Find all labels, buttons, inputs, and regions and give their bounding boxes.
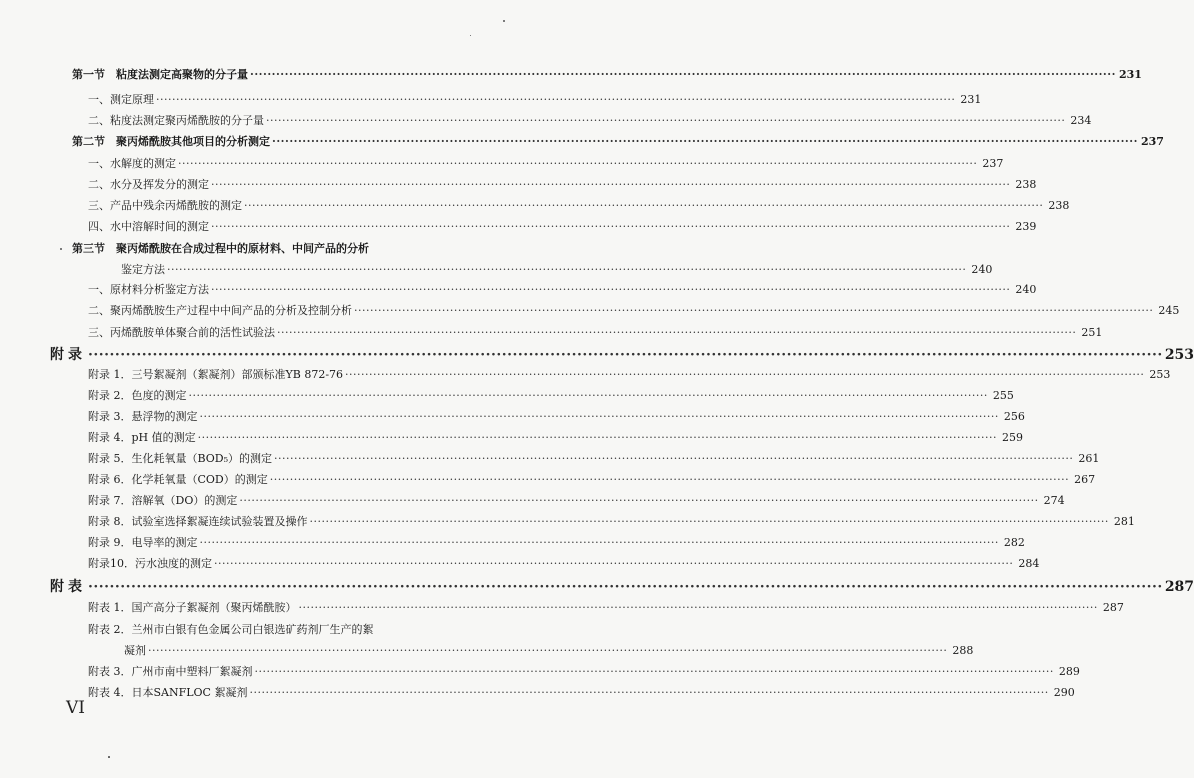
toc-entry-page: 237 (1140, 135, 1164, 148)
toc-entry[interactable] (88, 553, 1040, 571)
toc-entry[interactable] (88, 89, 982, 107)
scan-speck (60, 248, 62, 250)
toc-entry[interactable] (88, 364, 1171, 382)
toc-entry-page: 255 (992, 389, 1014, 402)
toc-entry[interactable] (88, 619, 458, 637)
dot-leader: ········································································································································································································ (244, 199, 1044, 212)
toc-entry[interactable] (88, 216, 1037, 234)
toc-entry[interactable] (88, 385, 1014, 403)
toc-entry-label: 一、测定原理 (88, 93, 154, 106)
dot-leader: ········································································································································································································ (254, 665, 1054, 678)
dot-leader: ········································································································································································································ (250, 68, 1116, 81)
dot-leader: ········································································································································································································ (148, 644, 948, 657)
toc-entry-label: 一、原材料分析鉴定方法 (88, 283, 209, 296)
toc-entry-page: 237 (982, 157, 1004, 170)
dot-leader: ········································································································································································································ (211, 283, 1011, 296)
dot-leader: ········································································································································································································ (199, 536, 999, 549)
page-folio: VI (66, 698, 85, 718)
toc-entry-page: 231 (960, 93, 982, 106)
dot-leader: ········································································································································································································ (274, 452, 1074, 465)
toc-entry-label: 四、水中溶解时间的测定 (88, 220, 209, 233)
toc-entry-page: 234 (1070, 114, 1092, 127)
toc-entry-label: 附表 4．日本SANFLOC 絮凝剂 (88, 686, 248, 699)
toc-entry-label: 三、产品中残余丙烯酰胺的测定 (88, 199, 242, 212)
toc-entry-label: 二、水分及挥发分的测定 (88, 178, 209, 191)
dot-leader: ········································································································································································································ (211, 178, 1011, 191)
toc-heading[interactable] (50, 344, 1194, 363)
toc-entry-label: 附录 1．三号絮凝剂（絮凝剂）部颁标准YB 872-76 (88, 368, 344, 381)
toc-entry-page: 238 (1015, 178, 1037, 191)
toc-entry-label: 附录 9．电导率的测定 (88, 536, 198, 549)
scan-speck (503, 20, 505, 22)
toc-entry-label: 附录 3．悬浮物的测定 (88, 410, 198, 423)
toc-entry-page: 256 (1003, 410, 1025, 423)
toc-entry[interactable] (88, 279, 1037, 297)
toc-entry-label: 凝剂 (124, 644, 146, 657)
toc-entry-label: 附录 6．化学耗氧量（COD）的测定 (88, 473, 268, 486)
toc-entry-label: 附表 1．国产高分子絮凝剂（聚丙烯酰胺） (88, 601, 297, 614)
dot-leader: ········································································································································································································ (277, 326, 1077, 339)
toc-entry-page: 290 (1053, 686, 1075, 699)
toc-entry-page: 238 (1048, 199, 1070, 212)
toc-entry-page: 251 (1081, 326, 1103, 339)
toc-entry-page: 240 (971, 263, 993, 276)
scan-speck (108, 756, 110, 758)
toc-entry-page: 267 (1074, 473, 1096, 486)
toc-entry[interactable] (88, 661, 1080, 679)
dot-leader: ········································································································································································································ (88, 579, 1163, 595)
toc-entry[interactable] (88, 300, 1180, 318)
toc-entry[interactable] (88, 682, 1075, 700)
dot-leader: ········································································································································································································ (345, 368, 1145, 381)
toc-entry-label: 附录 4．pH 值的测定 (88, 431, 196, 444)
dot-leader: ········································································································································································································ (249, 686, 1049, 699)
toc-entry-page: 274 (1043, 494, 1065, 507)
dot-leader: ········································································································································································································ (167, 263, 967, 276)
dot-leader: ········································································································································································································ (211, 220, 1011, 233)
dot-leader: ········································································································································································································ (309, 515, 1109, 528)
toc-entry-page: 245 (1158, 304, 1180, 317)
toc-entry-label: 附表 (50, 579, 86, 595)
toc-entry[interactable] (88, 511, 1135, 529)
toc-entry[interactable] (88, 469, 1096, 487)
toc-entry[interactable] (88, 110, 1092, 128)
toc-entry-page: 284 (1018, 557, 1040, 570)
dot-leader: ········································································································································································································ (156, 93, 956, 106)
toc-entry[interactable] (88, 322, 1103, 340)
toc-entry-label: 第二节 聚丙烯酰胺其他项目的分析测定 (72, 135, 270, 148)
toc-entry-label: 二、聚丙烯酰胺生产过程中中间产品的分析及控制分析 (88, 304, 352, 317)
toc-entry-page: 253 (1149, 368, 1171, 381)
toc-entry-label: 附录 8．试验室选择絮凝连续试验装置及操作 (88, 515, 308, 528)
toc-entry[interactable] (88, 532, 1025, 550)
toc-entry-label: 附录 7．溶解氧（DO）的测定 (88, 494, 238, 507)
dot-leader: ········································································································································································································ (239, 494, 1039, 507)
toc-entry-label: 一、水解度的测定 (88, 157, 176, 170)
toc-entry[interactable] (88, 427, 1023, 445)
dot-leader: ········································································································································································································ (214, 557, 1014, 570)
toc-entry-label: 附表 2．兰州市白银有色金属公司白银选矿药剂厂生产的絮 (88, 623, 374, 636)
toc-entry-label: 附录 (50, 347, 86, 363)
toc-entry-page: 253 (1164, 347, 1194, 363)
dot-leader: ········································································································································································································ (298, 601, 1098, 614)
toc-entry[interactable] (72, 64, 1142, 82)
scan-speck (470, 35, 471, 36)
toc-entry[interactable] (72, 238, 458, 256)
toc-entry-page: 287 (1102, 601, 1124, 614)
toc-entry-label: 二、粘度法测定聚丙烯酰胺的分子量 (88, 114, 264, 127)
toc-heading[interactable] (50, 576, 1194, 595)
toc-entry-page: 287 (1164, 579, 1194, 595)
toc-entry-page: 239 (1015, 220, 1037, 233)
dot-leader: ········································································································································································································ (88, 347, 1163, 363)
toc-entry-page: 289 (1058, 665, 1080, 678)
toc-entry[interactable] (88, 597, 1124, 615)
toc-entry[interactable] (88, 195, 1070, 213)
toc-entry-label: 附录 2．色度的测定 (88, 389, 187, 402)
toc-entry-label: 附表 3．广州市南中塑料厂絮凝剂 (88, 665, 253, 678)
toc-entry-page: 231 (1118, 68, 1142, 81)
toc-entry[interactable] (72, 131, 1164, 149)
toc-entry-page: 282 (1003, 536, 1025, 549)
dot-leader: ········································································································································································································ (272, 135, 1138, 148)
dot-leader: ········································································································································································································ (197, 431, 997, 444)
toc-entry-page: 261 (1078, 452, 1100, 465)
dot-leader: ········································································································································································································ (266, 114, 1066, 127)
toc-entry[interactable] (88, 153, 1004, 171)
toc-entry-label: 第三节 聚丙烯酰胺在合成过程中的原材料、中间产品的分析 (72, 242, 369, 255)
toc-entry-label: 三、丙烯酰胺单体聚合前的活性试验法 (88, 326, 275, 339)
dot-leader: ········································································································································································································ (269, 473, 1070, 486)
toc-entry[interactable] (121, 259, 993, 277)
toc-entry-label: 鉴定方法 (121, 263, 165, 276)
toc-entry-page: 281 (1113, 515, 1135, 528)
toc-entry-page: 288 (952, 644, 974, 657)
dot-leader: ········································································································································································································ (199, 410, 999, 423)
toc-entry-label: 附录 5．生化耗氧量（BOD₅）的测定 (88, 452, 273, 465)
toc-entry-label: 附录10．污水浊度的测定 (88, 557, 212, 570)
dot-leader: ········································································································································································································ (188, 389, 988, 402)
toc-entry[interactable] (88, 174, 1037, 192)
toc-entry[interactable] (88, 448, 1100, 466)
toc-entry[interactable] (88, 490, 1065, 508)
toc-entry-label: 第一节 粘度法测定高聚物的分子量 (72, 68, 248, 81)
dot-leader: ········································································································································································································ (178, 157, 978, 170)
toc-entry[interactable] (88, 406, 1025, 424)
toc-entry[interactable] (124, 640, 974, 658)
dot-leader: ········································································································································································································ (354, 304, 1154, 317)
toc-entry-page: 240 (1015, 283, 1037, 296)
toc-entry-page: 259 (1001, 431, 1023, 444)
